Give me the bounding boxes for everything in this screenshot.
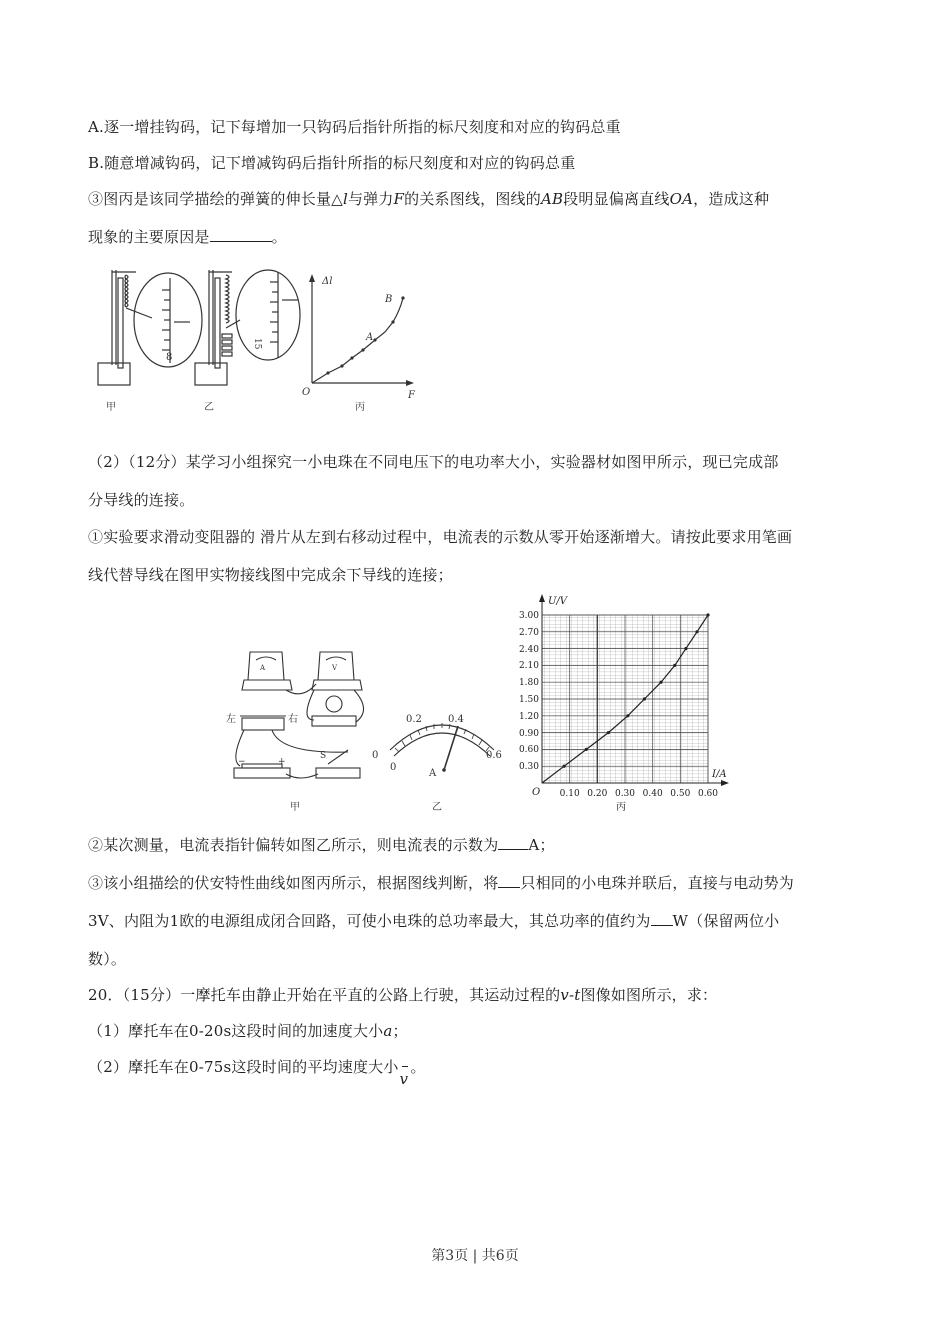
answer-blank[interactable]	[498, 835, 528, 850]
question-20-part1	[88, 1021, 408, 1041]
scale-label: 8	[166, 352, 173, 363]
right-label: 右	[288, 714, 298, 725]
text: 。	[271, 228, 287, 246]
origin-label: O	[532, 787, 541, 798]
text: A；	[528, 836, 555, 854]
part2-q3-line1	[88, 873, 794, 893]
text: 。	[410, 1058, 426, 1076]
tick-0: 0	[372, 750, 379, 761]
tick-0.6: 0.6	[486, 750, 502, 761]
text: ，造成这种	[693, 190, 770, 208]
circuit-and-ammeter-figures	[220, 640, 510, 820]
question-20	[88, 985, 717, 1005]
text: 图像如图所示，求：	[580, 986, 718, 1004]
scale-label: 15	[252, 338, 262, 350]
x-axis-label: F	[408, 390, 415, 401]
text: （1）摩托车在0-20s这段时间的加速度大小	[88, 1022, 384, 1040]
y-tick: 1.80	[518, 678, 539, 688]
text: ②某次测量，电流表指针偏转如图乙所示，则电流表的示数为	[88, 836, 499, 854]
text: ③图丙是该同学描绘的弹簧的伸长量△	[88, 190, 343, 208]
inner-zero: 0	[390, 762, 397, 773]
y-tick: 0.30	[518, 762, 539, 772]
answer-blank[interactable]	[498, 873, 520, 888]
text: 与弹力	[347, 190, 394, 208]
caption-bing: 丙	[616, 802, 626, 813]
ammeter-label: A	[260, 664, 266, 672]
question-20-part2	[88, 1057, 426, 1088]
part2-q2	[88, 835, 555, 855]
var-AB: AB	[540, 190, 564, 208]
var-vt: v-t	[560, 986, 581, 1004]
part2-line2: 分导线的连接。	[88, 491, 195, 509]
var-OA: OA	[669, 190, 694, 208]
ammeter-letter: A	[429, 768, 437, 779]
caption-bing: 丙	[355, 402, 365, 413]
x-tick: 0.60	[697, 789, 719, 799]
text: 只相同的小电珠并联后，直接与电动势为	[520, 874, 795, 892]
spring-figures	[90, 260, 420, 420]
part2-line1: （2）（12分）某学习小组探究一小电珠在不同电压下的电功率大小，实验器材如图甲所示，现已完成部	[88, 453, 779, 471]
voltmeter-label: V	[332, 664, 338, 672]
y-tick: 2.40	[518, 645, 539, 655]
answer-blank[interactable]	[651, 911, 673, 926]
x-tick: 0.40	[642, 789, 663, 799]
x-tick: 0.20	[587, 789, 608, 799]
y-tick: 2.10	[518, 661, 539, 671]
point-B-label: B	[385, 294, 393, 305]
y-tick: 1.50	[518, 695, 539, 705]
var-F: F	[393, 190, 405, 208]
text: （2）摩托车在0-75s这段时间的平均速度大小	[88, 1058, 399, 1076]
tick-0.2: 0.2	[406, 714, 422, 725]
var-v: v	[399, 1070, 409, 1088]
var-a: a	[383, 1022, 393, 1040]
text: 现象的主要原因是	[88, 228, 210, 246]
option-a: A.逐一增挂钩码，记下每增加一只钩码后指针所指的标尺刻度和对应的钩码总重	[88, 118, 621, 136]
y-tick: 0.90	[518, 729, 539, 739]
part2-q1-line1: ①实验要求滑动变阻器的 滑片从左到右移动过程中，电流表的示数从零开始逐渐增大。请按此要求用笔画	[88, 528, 793, 546]
x-tick: 0.10	[559, 789, 580, 799]
point-A-label: A	[366, 332, 374, 343]
part2-q3-line3: 数）。	[88, 950, 127, 968]
x-tick: 0.30	[614, 789, 636, 799]
part2-q1-line2: 线代替导线在图甲实物接线图中完成余下导线的连接；	[88, 566, 453, 584]
y-axis-label: Δl	[322, 276, 333, 287]
y-tick: 3.00	[518, 611, 539, 621]
left-label: 左	[226, 714, 236, 725]
x-axis-label: I/A	[712, 769, 727, 780]
origin-label: O	[302, 387, 311, 398]
question-3-line1	[88, 189, 769, 209]
answer-blank[interactable]	[210, 227, 272, 242]
question-3-line2	[88, 227, 287, 247]
option-b: B.随意增减钩码，记下增减钩码后指针所指的标尺刻度和对应的钩码总重	[88, 154, 576, 172]
overbar	[402, 1066, 408, 1067]
caption-jia: 甲	[106, 402, 116, 413]
text: 段明显偏离直线	[563, 190, 670, 208]
y-tick: 2.70	[518, 628, 539, 638]
y-axis-label: U/V	[548, 596, 568, 607]
caption-jia: 甲	[290, 802, 300, 813]
y-tick: 0.60	[518, 745, 539, 755]
switch-label: S	[320, 751, 327, 761]
caption-yi: 乙	[204, 402, 214, 413]
y-tick: 1.20	[518, 712, 539, 722]
text: ；	[392, 1022, 408, 1040]
v-bar-symbol	[399, 1057, 411, 1088]
text: 的关系图线，图线的	[404, 190, 541, 208]
part2-q3-line2	[88, 911, 779, 931]
text: 3V、内阻为1欧的电源组成闭合回路，可使小电珠的总功率最大，其总功率的值约为	[88, 912, 651, 930]
tick-0.4: 0.4	[448, 714, 464, 725]
caption-yi: 乙	[432, 802, 442, 813]
page-footer: 第3页 | 共6页	[431, 1248, 519, 1264]
var-l: l	[342, 190, 348, 208]
text: 20．（15分）一摩托车由静止开始在平直的公路上行驶，其运动过程的	[88, 986, 561, 1004]
minus-label: −	[238, 757, 246, 767]
iu-characteristic-chart	[500, 590, 740, 820]
x-tick: 0.50	[670, 789, 691, 799]
text: W（保留两位小	[672, 912, 780, 930]
plus-label: +	[278, 757, 286, 767]
text: ③该小组描绘的伏安特性曲线如图丙所示，根据图线判断，将	[88, 874, 499, 892]
